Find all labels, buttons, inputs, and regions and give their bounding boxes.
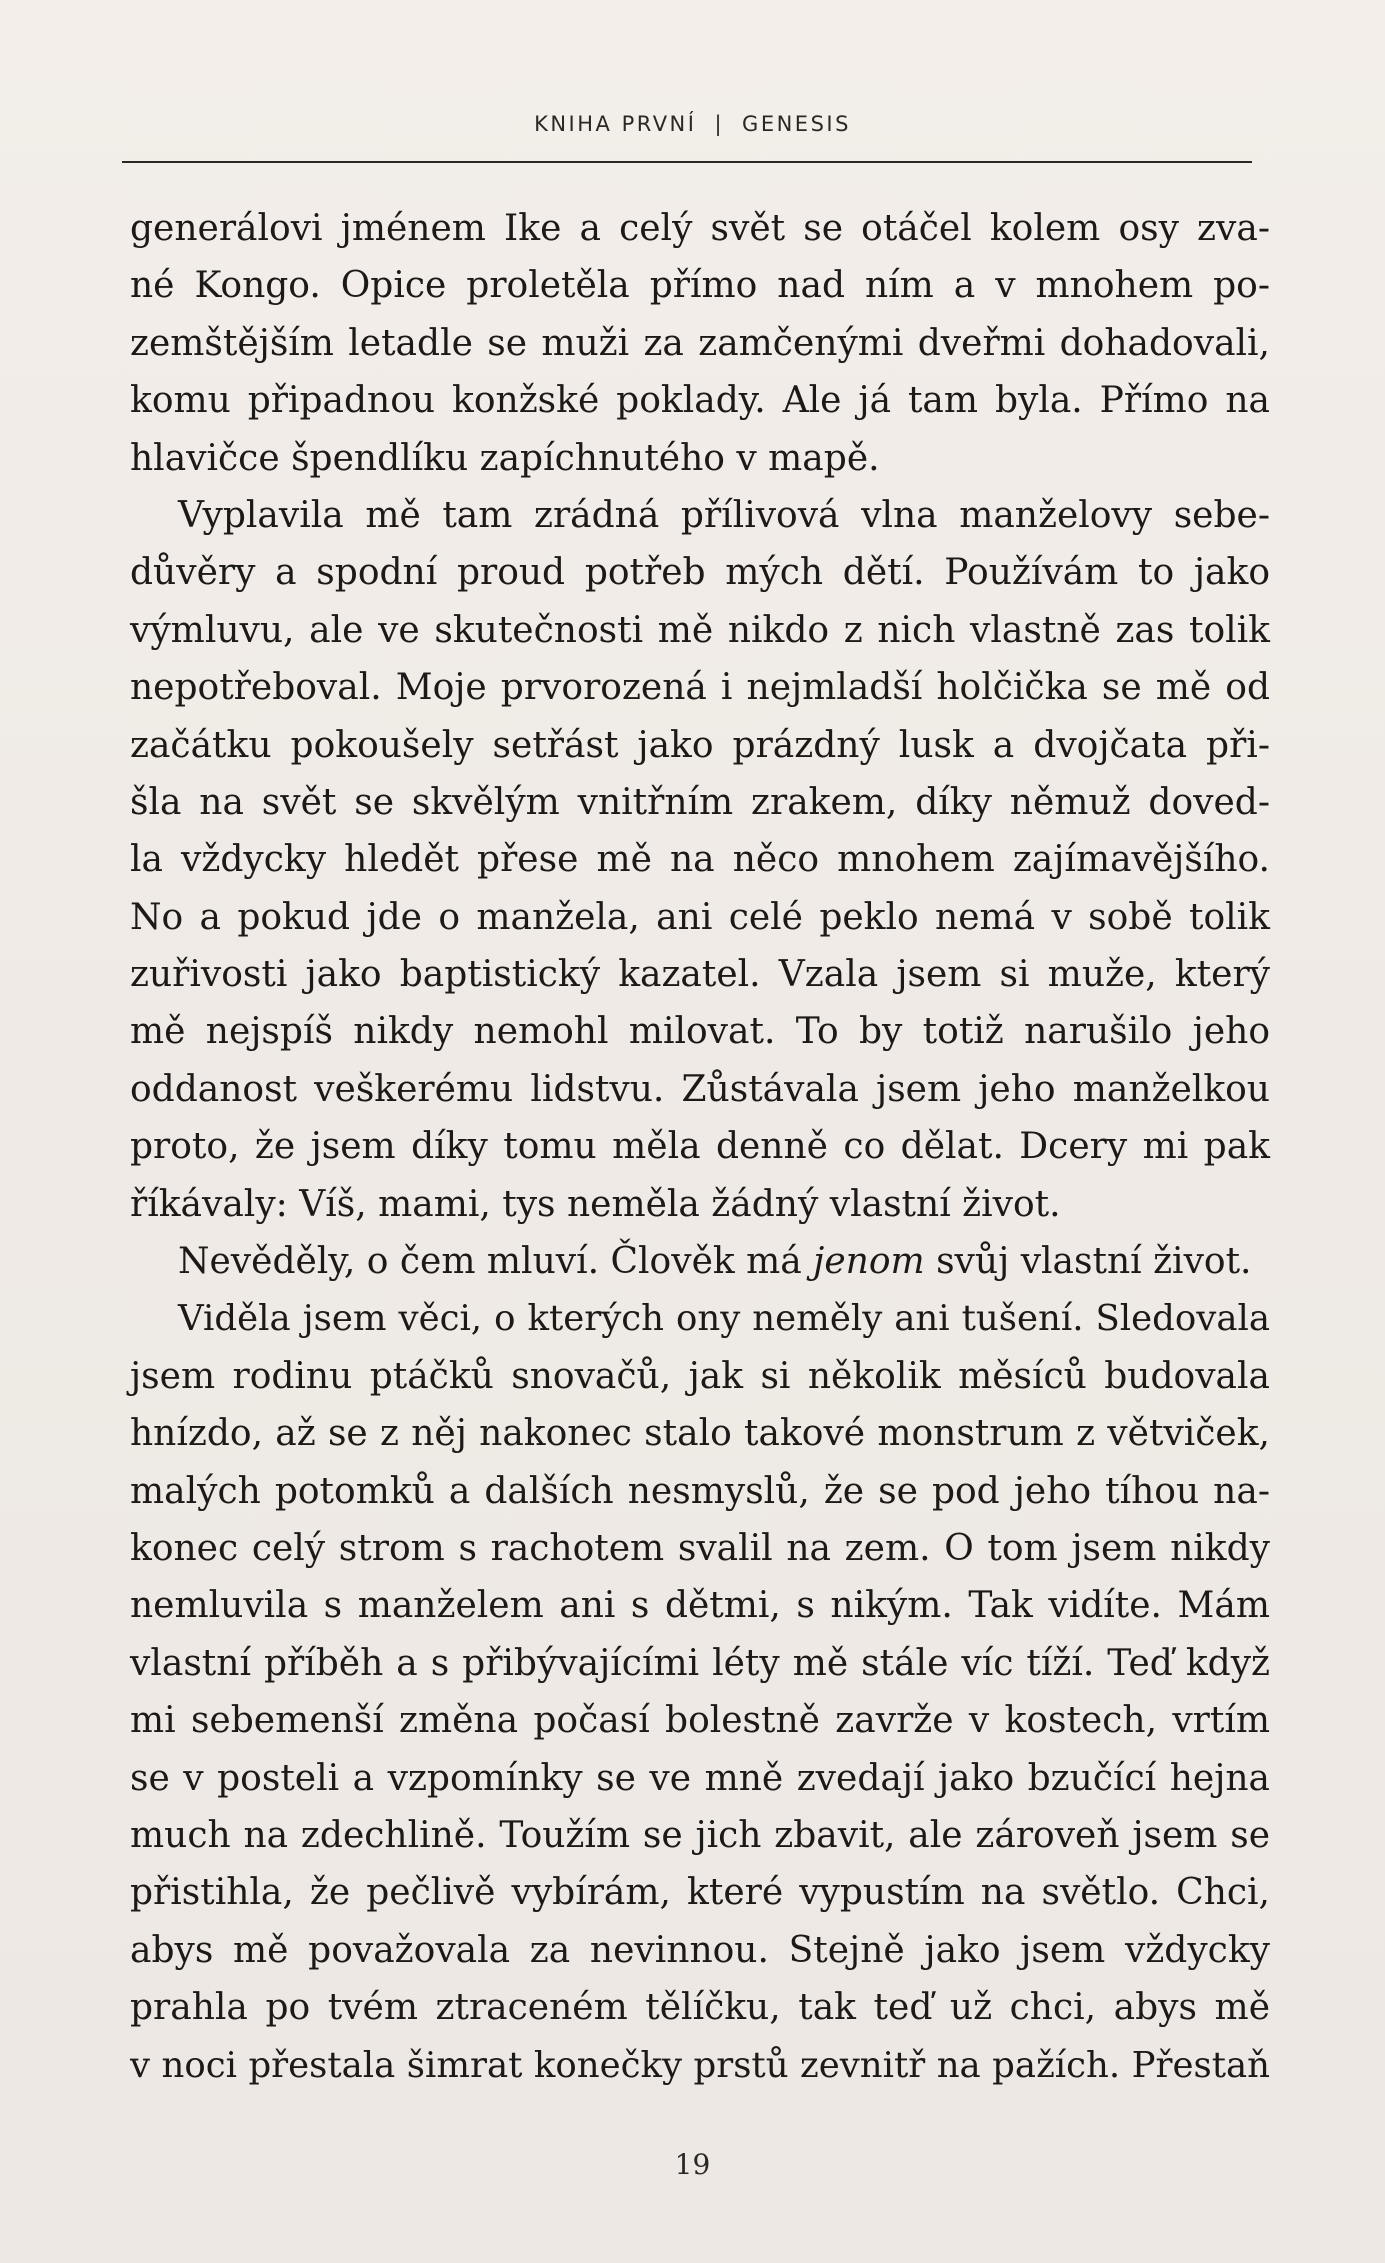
text-line: zuřivosti jako baptistický kazatel. Vzala jsem si muže, který [130,954,1270,996]
text-line: oddanost veškerému lidstvu. Zůstávala jsem jeho manželkou [130,1068,1270,1110]
text-line: proto, že jsem díky tomu měla denně co dělat. Dcery mi pak [130,1126,1270,1168]
text-line: nepotřeboval. Moje prvorozená i nejmladší holčička se mě od [130,667,1270,709]
text-line: v noci přestala šimrat konečky prstů zevnitř na pažích. Přestaň [130,2044,1270,2086]
text-line-with-italic [130,1233,1270,1290]
text-line: generálovi jménem Ike a celý svět se otáčel kolem osy zva- [130,208,1270,249]
text-segment: svůj vlastní život. [924,1241,1252,1283]
text-line: přistihla, že pečlivě vybírám, které vypustím na světlo. Chci, [130,1872,1270,1914]
text-line: vlastní příběh a s přibývajícími léty mě stále víc tíží. Teď když [130,1642,1270,1684]
header-rule [122,161,1252,163]
text-line: prahla po tvém ztraceném tělíčku, tak teď už chci, abys mě [130,1987,1270,2029]
text-line: výmluvu, ale ve skutečnosti mě nikdo z nich vlastně zas tolik [130,609,1270,651]
text-line: jsem rodinu ptáčků snovačů, jak si několik měsíců budovala [130,1355,1270,1397]
text-line: abys mě považovala za nevinnou. Stejně jako jsem vždycky [130,1929,1270,1971]
text-line: se v posteli a vzpomínky se ve mně zvedají jako bzučící hejna [130,1757,1270,1799]
body-text [130,200,1270,2094]
text-line: malých potomků a dalších nesmyslů, že se pod jeho tíhou na- [130,1470,1270,1512]
text-line: Vyplavila mě tam zrádná přílivová vlna manželovy sebe- [178,494,1270,536]
text-line: hlavičce špendlíku zapíchnutého v mapě. [130,437,880,479]
italic-word: jenom [813,1241,925,1283]
text-line: konec celý strom s rachotem svalil na zem. O tom jsem nikdy [130,1527,1270,1569]
text-line: začátku pokoušely setřást jako prázdný lusk a dvojčata při- [130,724,1270,766]
running-head [0,112,1385,136]
text-line: zemštějším letadle se muži za zamčenými dveřmi dohadovali, [130,322,1270,364]
text-line: mě nejspíš nikdy nemohl milovat. To by totiž narušilo jeho [130,1011,1270,1053]
text-line: komu připadnou konžské poklady. Ale já tam byla. Přímo na [130,380,1270,422]
text-line: much na zdechlině. Toužím se jich zbavit, ale zároveň jsem se [130,1814,1270,1856]
text-line: hnízdo, až se z něj nakonec stalo takové monstrum z větviček, [130,1413,1270,1455]
running-head-section: GENESIS [742,112,851,136]
text-line: Viděla jsem věci, o kterých ony neměly ani tušení. Sledovala [178,1298,1270,1340]
running-head-book: KNIHA PRVNÍ [534,112,697,136]
text-line: né Kongo. Opice proletěla přímo nad ním a v mnohem po- [130,265,1270,307]
text-line: la vždycky hledět přese mě na něco mnohem zajímavějšího. [130,839,1270,881]
text-line: nemluvila s manželem ani s dětmi, s nikým. Tak vidíte. Mám [130,1585,1270,1627]
text-line: mi sebemenší změna počasí bolestně zavrže v kostech, vrtím [130,1700,1270,1742]
text-line: šla na svět se skvělým vnitřním zrakem, díky němuž doved- [130,781,1270,823]
running-head-separator: | [714,112,725,136]
text-line: říkávaly: Víš, mami, tys neměla žádný vlastní život. [130,1183,1061,1225]
text-line: důvěry a spodní proud potřeb mých dětí. Používám to jako [130,552,1270,594]
text-line: No a pokud jde o manžela, ani celé peklo nemá v sobě tolik [130,896,1270,938]
text-segment: Nevěděly, o čem mluví. Člověk má [178,1241,814,1283]
page-number: 19 [674,2148,711,2181]
